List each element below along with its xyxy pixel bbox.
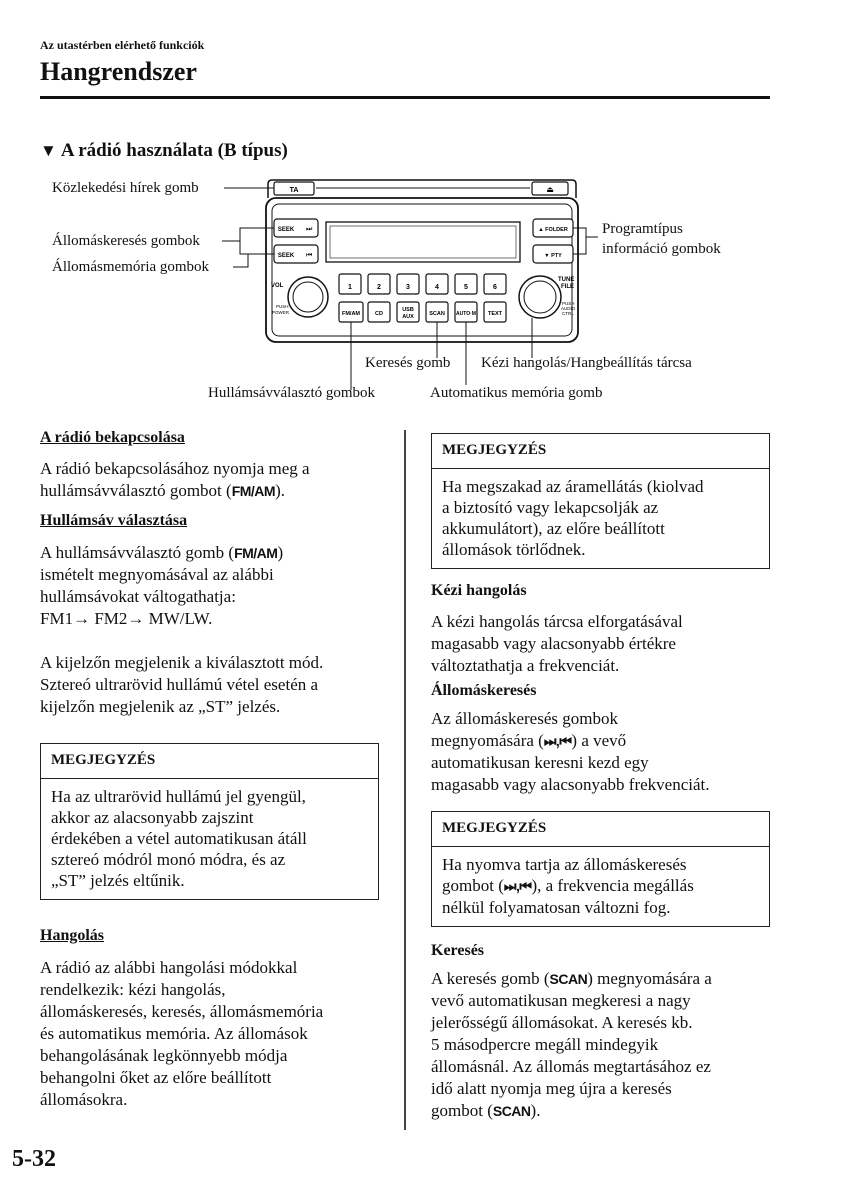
fm-am-symbol: FM/AM (234, 545, 278, 561)
callout-program-type-1: Programtípus (602, 221, 683, 237)
text-line: ) a vevő (571, 731, 627, 750)
aux-label: AUX (402, 314, 414, 320)
callout-scan: Keresés gomb (365, 355, 451, 371)
text-line: Az állomáskeresés gombok (431, 709, 618, 728)
note-line: Ha megszakad az áramellátás (kiolvad (442, 477, 704, 496)
text-line: és automatikus memória. Az állomások (40, 1024, 308, 1043)
note-line: Ha nyomva tartja az állomáskeresés (442, 855, 687, 874)
text-line: magasabb vagy alacsonyabb értékre (431, 634, 676, 653)
preset-label-6: 6 (493, 284, 497, 291)
heading-band-select: Hullámsáv választása (40, 512, 188, 529)
seek-down-label: SEEK (277, 253, 295, 259)
text-line: A rádió bekapcsolásához nyomja meg a (40, 459, 310, 478)
text-line: állomáskeresés, keresés, állomásmemória (40, 1002, 324, 1021)
text-line: idő alatt nyomja meg újra a keresés (431, 1079, 672, 1098)
push-audio-label-3: CTRL (562, 311, 574, 316)
fm-am-symbol: FM/AM (231, 483, 276, 499)
text-line: A rádió az alábbi hangolási módokkal (40, 958, 298, 977)
cd-label: CD (375, 311, 383, 317)
text-line: változtathatja a frekvenciát. (431, 656, 620, 675)
text-line: FM1→ FM2→ MW/LW. (40, 609, 213, 628)
scan-label: SCAN (429, 311, 445, 317)
text-line: behangolásának legkönnyebb módja (40, 1046, 288, 1065)
text-line: behangolni őket az előre beállított (40, 1068, 272, 1087)
right-column (431, 580, 776, 796)
seek-up-label: SEEK (277, 227, 295, 233)
eject-icon: ⏏ (546, 185, 554, 194)
triangle-down-icon: ▼ (40, 141, 57, 160)
pty-label: ▼ PTY (544, 253, 562, 259)
heading-manual-tuning: Kézi hangolás (431, 582, 527, 599)
seek-icons: ⏭,⏮ (503, 878, 532, 894)
folder-label: ▲ FOLDER (538, 227, 568, 233)
preset-label-3: 3 (406, 284, 410, 291)
usb-label: USB (402, 307, 414, 313)
right-column-scan (431, 940, 776, 1122)
text-line: megnyomására ( (431, 731, 544, 750)
text-line: vevő automatikusan megkeresi a nagy (431, 991, 691, 1010)
heading-scan: Keresés (431, 942, 485, 959)
note-heading: MEGJEGYZÉS (432, 434, 769, 469)
text-line: ). (275, 481, 285, 500)
note-line: gombot ( (442, 876, 504, 895)
text-line: automatikusan keresni kezd egy (431, 753, 649, 772)
note-line: ), a frekvencia megállás (531, 876, 694, 895)
scan-symbol: SCAN (492, 1103, 531, 1119)
callout-auto-memory: Automatikus memória gomb (430, 385, 603, 401)
heading-tuning: Hangolás (40, 927, 105, 944)
text-line: állomásnál. Az állomás megtartásához ez (431, 1057, 711, 1076)
section-label: Az utastérben elérhető funkciók (40, 38, 205, 52)
callout-seek: Állomáskeresés gombok (52, 233, 200, 249)
note-box-3 (431, 811, 770, 927)
note-line: a biztosító vagy lekapcsolják az (442, 498, 659, 517)
callout-manual-tuning: Kézi hangolás/Hangbeállítás tárcsa (481, 355, 692, 371)
note-line: sztereó módról monó módra, és az (51, 850, 286, 869)
text-line: 5 másodpercre megáll mindegyik (431, 1035, 659, 1054)
text-line: magasabb vagy alacsonyabb frekvenciát. (431, 775, 710, 794)
left-column-tuning (40, 925, 385, 1111)
text-line: jelerősségű állomásokat. A keresés kb. (431, 1013, 693, 1032)
page-number: 5-32 (12, 1146, 56, 1172)
subtitle-text: A rádió használata (B típus) (60, 140, 288, 161)
callout-memory: Állomásmemória gombok (52, 259, 210, 275)
ta-label: TA (289, 187, 299, 194)
push-power-label-2: POWER (272, 310, 290, 315)
text-line: állomásokra. (40, 1090, 128, 1109)
text-line: Sztereó ultrarövid hullámú vétel esetén a (40, 675, 319, 694)
preset-label-1: 1 (348, 284, 352, 291)
volume-knob[interactable] (288, 277, 328, 317)
heading-seek: Állomáskeresés (431, 682, 537, 699)
file-label: FILE (561, 284, 574, 290)
text-line: rendelkezik: kézi hangolás, (40, 980, 226, 999)
note-heading: MEGJEGYZÉS (41, 744, 378, 779)
note-heading: MEGJEGYZÉS (432, 812, 769, 847)
text-line: A hullámsávválasztó gomb ( (40, 543, 235, 562)
push-power-label-1: PUSH (276, 304, 289, 309)
tune-knob[interactable] (519, 276, 561, 318)
text-line: hullámsávokat váltogathatja: (40, 587, 236, 606)
display (326, 222, 520, 262)
text-line: ) (277, 543, 284, 562)
text-line: hullámsávválasztó gombot ( (40, 481, 232, 500)
text-line: kijelzőn megjelenik az „ST” jelzés. (40, 697, 281, 716)
column-divider (404, 430, 406, 1130)
left-column (40, 427, 385, 718)
push-audio-label-1: PUSH (562, 301, 575, 306)
page-title: Hangrendszer (40, 57, 197, 86)
callout-band-select: Hullámsávválasztó gombok (208, 385, 376, 401)
note-line: „ST” jelzés eltűnik. (51, 871, 185, 890)
skip-back-icon: ⏮ (306, 252, 313, 259)
text-line: A keresés gomb ( (431, 969, 550, 988)
skip-forward-icon: ⏭ (306, 226, 313, 233)
text-label: TEXT (487, 311, 503, 317)
preset-label-4: 4 (435, 284, 439, 291)
note-line: érdekében a vétel automatikusan átáll (51, 829, 307, 848)
radio-diagram (0, 170, 845, 410)
note-line: akkor az alacsonyabb zajszint (51, 808, 254, 827)
title-rule (40, 96, 770, 99)
note-line: akkumulátort), az előre beállított (442, 519, 665, 538)
text-line: ismételt megnyomásával az alábbi (40, 565, 274, 584)
text-line: ). (530, 1101, 541, 1120)
text-line: A kézi hangolás tárcsa elforgatásával (431, 612, 683, 631)
preset-label-5: 5 (464, 284, 468, 291)
tune-label: TUNE (558, 277, 575, 283)
note-box-2 (431, 433, 770, 569)
text-line: A kijelzőn megjelenik a kiválasztott mód. (40, 653, 324, 672)
auto-m-label: AUTO·M (456, 311, 476, 317)
note-line: Ha az ultrarövid hullámú jel gyengül, (51, 787, 306, 806)
note-line: nélkül folyamatosan változni fog. (442, 898, 671, 917)
callout-program-type-2: információ gombok (602, 241, 721, 257)
fm-am-label: FM/AM (341, 311, 361, 317)
text-line: ) megnyomására a (587, 969, 712, 988)
text-line: gombot ( (431, 1101, 493, 1120)
subtitle (40, 140, 288, 162)
preset-label-2: 2 (377, 284, 381, 291)
scan-symbol: SCAN (549, 971, 588, 987)
heading-radio-on: A rádió bekapcsolása (40, 429, 185, 446)
push-audio-label-2: AUDIO (561, 306, 576, 311)
note-box-1 (40, 743, 379, 900)
note-line: állomások törlődnek. (442, 540, 586, 559)
seek-icons: ⏭,⏮ (543, 733, 572, 749)
callout-traffic-news: Közlekedési hírek gomb (52, 180, 199, 196)
vol-label: VOL (271, 283, 284, 289)
